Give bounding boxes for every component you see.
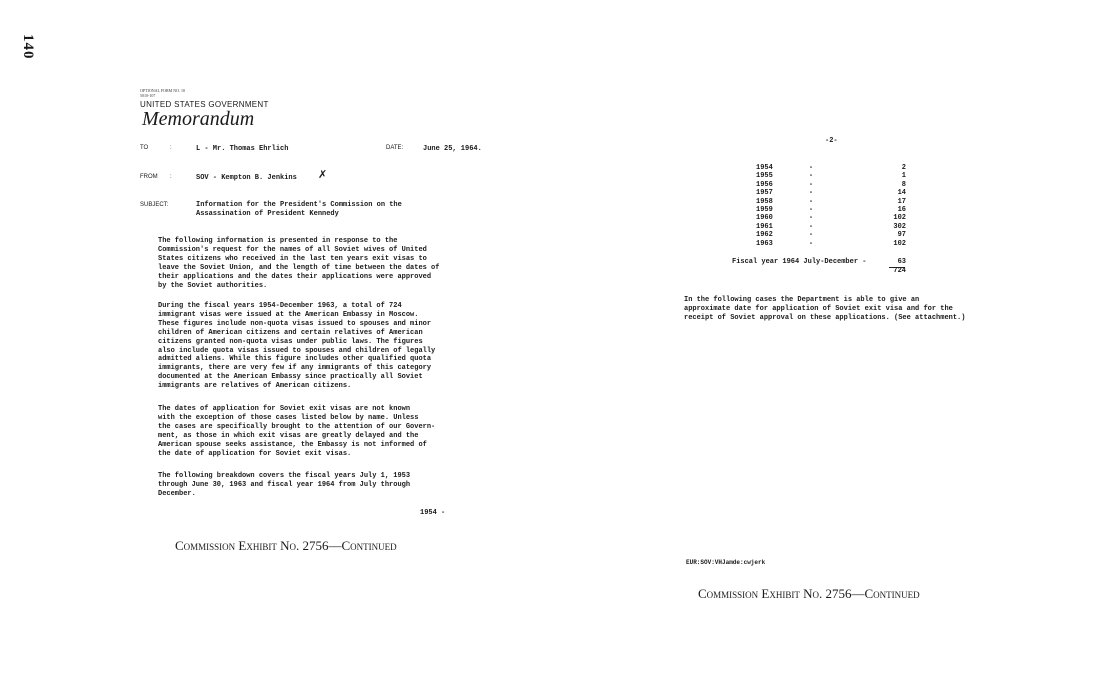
government-heading: UNITED STATES GOVERNMENT	[140, 100, 269, 109]
row-dash: -	[808, 206, 814, 214]
paragraph-3: The dates of application for Soviet exit visas are not known with the exception of those cases listed below by name. Unless the cases are specifically brought to the attention of our Govern- ment, as those in which exit visas are greatly delayed and the American spouse seeks assistance, the Embassy is not informed of the date of application for Soviet exit visas.	[158, 405, 436, 458]
fiscal-1964-value: 63	[897, 258, 906, 266]
row-year: 1959	[756, 206, 773, 214]
total-value: 724	[893, 267, 906, 275]
handwritten-mark: ✗	[318, 169, 328, 181]
row-dash: -	[808, 231, 814, 240]
row-year: 1956	[756, 180, 773, 189]
from-value: SOV - Kempton B. Jenkins	[196, 174, 297, 182]
row-year: 1954	[756, 164, 773, 172]
row-count: 14	[897, 189, 906, 198]
row-count: 8	[901, 180, 906, 189]
row-year: 1957	[756, 189, 773, 198]
from-colon: :	[170, 174, 172, 180]
row-dash: -	[808, 189, 814, 198]
initials-line: EUR:SOV:VHJamde:cwjerk	[686, 559, 766, 566]
row-dash: -	[808, 180, 814, 189]
row-count: 1	[901, 172, 906, 181]
from-label: FROM	[140, 174, 158, 180]
paragraph-2: During the fiscal years 1954-December 1963, a total of 724 immigrant visas were issued at the American Embassy in Moscow. These figures include non-quota visas issued to spouses and minor children of American citizens and certain relatives of American citizens granted non-quota visas under public laws. The figures also include quota visas issued to spouses and children of legally admitted aliens. While this figure includes other qualified quota immigrants, there are very few if any immigrants of this category documented at the American Embassy since practically all Soviet immigrants are relatives of American citizens.	[158, 302, 436, 391]
caption-left: Commission Exhibit No. 2756—Continued	[175, 538, 397, 553]
row-count: 16	[897, 206, 906, 214]
row-count: 302	[893, 222, 906, 231]
subject-label: SUBJECT:	[140, 202, 169, 208]
memo-title: Memorandum	[142, 108, 255, 130]
row-dash: -	[808, 197, 814, 206]
row-year: 1955	[756, 172, 773, 181]
table-row	[756, 240, 906, 249]
row-dash: -	[808, 172, 814, 181]
form-id-line-1: OPTIONAL FORM NO. 10	[140, 88, 185, 93]
row-count: 97	[897, 231, 906, 240]
row-dash: -	[808, 214, 814, 223]
paragraph-4: The following breakdown covers the fiscal years July 1, 1953 through June 30, 1963 and fiscal year 1964 from July through December.	[158, 472, 411, 498]
page-number: 140	[20, 34, 36, 60]
date-value: June 25, 1964.	[423, 145, 482, 153]
row-year: 1961	[756, 222, 773, 231]
fiscal-1964-label: Fiscal year 1964 July-December -	[732, 258, 867, 266]
row-count: 17	[897, 197, 906, 206]
row-year: 1963	[756, 239, 773, 248]
caption-right: Commission Exhibit No. 2756—Continued	[698, 586, 920, 601]
row-count: 102	[893, 239, 906, 248]
page-2-paragraph: In the following cases the Department is able to give an approximate date for application of Soviet exit visa and for the receipt of Soviet approval on these applications. (See attachment.)	[684, 296, 966, 322]
form-id-line-2: 5010-107	[140, 93, 156, 98]
to-label: TO	[140, 145, 149, 151]
row-dash: -	[808, 222, 814, 231]
row-dash: -	[808, 164, 814, 172]
row-count: 2	[901, 164, 906, 172]
row-dash: -	[808, 239, 814, 248]
row-count: 102	[893, 214, 906, 223]
row-year: 1960	[756, 214, 773, 223]
paragraph-1: The following information is presented in response to the Commission's request for the names of all Soviet wives of United States citizens who received in the last ten years exit visas to leave the Soviet Union, and the length of time between the dates of their applications and the dates their applications were approved by the Soviet authorities.	[158, 237, 440, 290]
page-2-marker: -2-	[825, 137, 838, 145]
date-label: DATE:	[386, 145, 404, 151]
row-year: 1958	[756, 197, 773, 206]
to-value: L - Mr. Thomas Ehrlich	[196, 145, 289, 153]
subject-value: Information for the President's Commission on the Assassination of President Kennedy	[196, 201, 402, 218]
row-year: 1962	[756, 231, 773, 240]
continued-marker: 1954 -	[420, 509, 446, 517]
to-colon: :	[170, 145, 172, 151]
